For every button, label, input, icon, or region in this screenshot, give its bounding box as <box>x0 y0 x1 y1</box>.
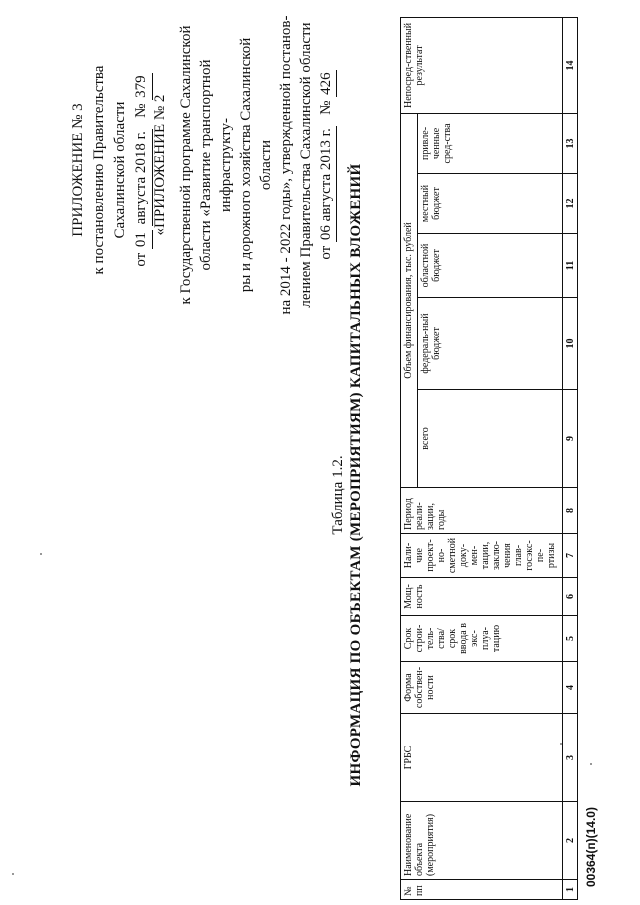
column-number: 7 <box>563 534 578 578</box>
column-number: 3 <box>563 714 578 802</box>
header-cell: федераль-ный бюджет <box>418 298 563 390</box>
header-cell: привле-ченные сред-ства <box>418 113 563 173</box>
header-cell: местный бюджет <box>418 174 563 234</box>
column-number: 6 <box>563 578 578 616</box>
header-cell: Непосред-ственный результат <box>401 17 563 113</box>
appendix-2-line: к Государственной программе Сахалинской <box>178 25 194 305</box>
scan-speck <box>560 743 562 745</box>
appendix-2-date: 06 августа 2013 г. <box>316 126 337 242</box>
appendix-3-line-2: Сахалинской области <box>112 101 128 239</box>
column-number: 2 <box>563 802 578 880</box>
column-number: 9 <box>563 390 578 488</box>
column-number: 12 <box>563 174 578 234</box>
appendix-3-number-label: № <box>133 103 149 118</box>
appendix-3-date-month-year: августа 2018 г. <box>131 129 153 226</box>
header-cell: Нали-чие проект-но-сметной доку-мен-тации, заклю-чения глав-госэкс-пе-ртизы <box>401 534 563 578</box>
header-cell: областной бюджет <box>418 234 563 298</box>
column-number: 8 <box>563 488 578 534</box>
appendix-2-date-prefix: от <box>318 245 334 260</box>
appendix-2-line: на 2014 - 2022 годы», утвержденной постанов- <box>278 15 294 315</box>
appendix-3-block <box>68 20 153 320</box>
column-number: 13 <box>563 113 578 173</box>
appendix-2-number-label: № <box>318 100 334 115</box>
header-cell: № пп <box>401 880 563 900</box>
appendix-2-line: лением Правительства Сахалинской области <box>298 22 314 308</box>
header-cell: Форма собствен-ности <box>401 662 563 714</box>
appendix-2-title: «ПРИЛОЖЕНИЕ № 2 <box>152 94 168 236</box>
scan-speck <box>40 553 42 555</box>
header-cell: Период реали-зации, годы <box>401 488 563 534</box>
appendix-3-date-prefix: от <box>133 252 149 267</box>
appendix-3-title: ПРИЛОЖЕНИЕ № 3 <box>70 103 86 237</box>
header-cell: Наименование объекта (мероприятия) <box>401 802 563 880</box>
appendix-3-date-day: 01 <box>131 230 153 249</box>
appendix-2-block <box>150 15 337 315</box>
column-number: 5 <box>563 616 578 662</box>
column-number: 11 <box>563 234 578 298</box>
column-number: 10 <box>563 298 578 390</box>
capital-investments-table <box>400 17 578 900</box>
appendix-3-number: 379 <box>131 73 153 100</box>
column-number-row <box>563 17 578 899</box>
column-number: 14 <box>563 17 578 113</box>
appendix-2-line: ры и дорожного хозяйства Сахалинской области <box>238 37 274 293</box>
header-cell: Срок строи-тель-ства/ срок ввода в экс-плуа-тацию <box>401 616 563 662</box>
header-cell: Мощ-ность <box>401 578 563 616</box>
table-caption: Таблица 1.2. <box>330 455 346 535</box>
header-cell-funding-group: Объем финансирования, тыс. рублей <box>401 113 418 487</box>
header-cell: всего <box>418 390 563 488</box>
scan-speck <box>590 763 592 765</box>
column-number: 1 <box>563 880 578 900</box>
table-header-row <box>401 17 418 899</box>
scan-speck <box>12 873 14 875</box>
appendix-2-line: области «Развитие транспортной инфраструкту- <box>198 59 234 271</box>
header-cell: ГРБС <box>401 714 563 802</box>
document-code: 00364(п)(14.0) <box>584 807 598 887</box>
column-number: 4 <box>563 662 578 714</box>
table-title: ИНФОРМАЦИЯ ПО ОБЪЕКТАМ (МЕРОПРИЯТИЯМ) КАПИТАЛЬНЫХ ВЛОЖЕНИЙ <box>348 163 364 787</box>
appendix-3-line-1: к постановлению Правительства <box>91 65 107 275</box>
appendix-2-number: 426 <box>316 70 337 97</box>
